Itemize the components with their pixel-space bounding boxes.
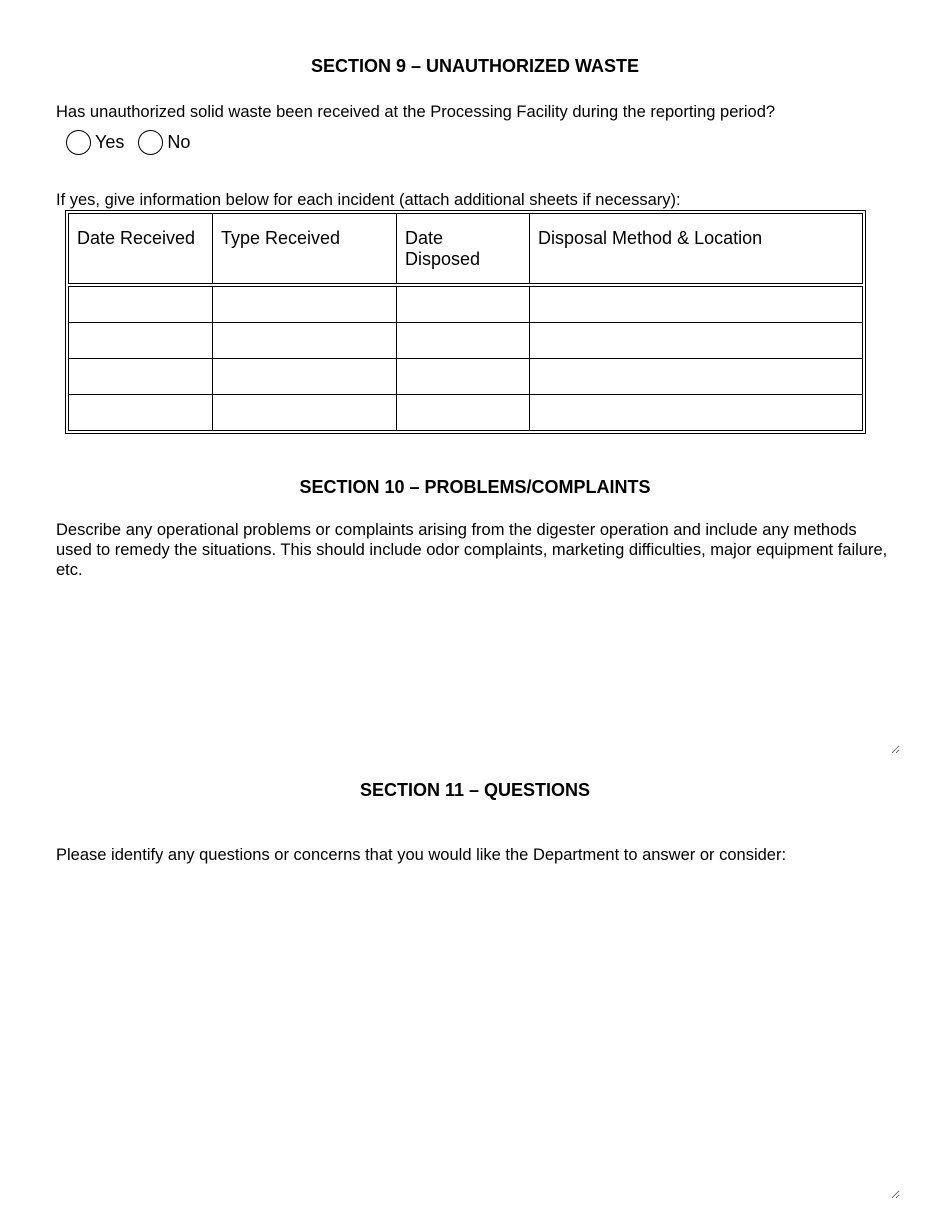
section-9-heading: SECTION 9 – UNAUTHORIZED WASTE (310, 56, 640, 76)
cell-date-disposed[interactable] (397, 323, 530, 359)
cell-disposal-method[interactable] (530, 395, 863, 431)
disposal-method-field[interactable] (531, 288, 861, 321)
incident-table-header-row (69, 214, 863, 286)
cell-type-received[interactable] (213, 323, 397, 359)
radio-option-yes[interactable] (66, 130, 124, 155)
questions-description: Please identify any questions or concerns that you would like the Department to answer or consider: (56, 846, 787, 864)
incident-table (68, 213, 863, 431)
incident-table-frame (65, 210, 866, 434)
unauthorized-waste-question: Has unauthorized solid waste been received at the Processing Facility during the reporting period? (56, 103, 776, 121)
table-row (69, 359, 863, 395)
table-row (69, 395, 863, 431)
date-disposed-field[interactable] (398, 360, 528, 393)
type-received-field[interactable] (214, 360, 395, 393)
cell-date-disposed[interactable] (397, 359, 530, 395)
cell-disposal-method[interactable] (530, 323, 863, 359)
date-received-field[interactable] (70, 324, 211, 357)
date-disposed-field[interactable] (398, 324, 528, 357)
type-received-field[interactable] (214, 396, 395, 429)
section-11-heading: SECTION 11 – QUESTIONS (359, 780, 591, 800)
disposal-method-field[interactable] (531, 396, 861, 429)
radio-no-circle[interactable] (138, 130, 163, 155)
date-received-field[interactable] (70, 288, 211, 321)
cell-disposal-method[interactable] (530, 359, 863, 395)
cell-type-received[interactable] (213, 395, 397, 431)
table-row (69, 323, 863, 359)
radio-no-label: No (167, 132, 191, 152)
table-row (69, 285, 863, 323)
cell-type-received[interactable] (213, 359, 397, 395)
type-received-field[interactable] (214, 324, 395, 357)
cell-date-disposed[interactable] (397, 395, 530, 431)
radio-option-no[interactable] (138, 130, 190, 155)
date-disposed-field[interactable] (398, 396, 528, 429)
type-received-field[interactable] (214, 288, 395, 321)
radio-yes-label: Yes (95, 132, 125, 152)
header-type-received: Type Received (213, 214, 397, 286)
disposal-method-field[interactable] (531, 360, 861, 393)
cell-type-received[interactable] (213, 285, 397, 323)
problems-complaints-description: Describe any operational problems or complaints arising from the digester operation and include any methods used to remedy the situations. This should include odor complaints, marketing difficulties, major equipment failure, etc. (56, 521, 888, 579)
cell-date-received[interactable] (69, 285, 213, 323)
section-10-heading: SECTION 10 – PROBLEMS/COMPLAINTS (299, 477, 651, 497)
date-disposed-field[interactable] (398, 288, 528, 321)
cell-date-received[interactable] (69, 359, 213, 395)
date-received-field[interactable] (70, 360, 211, 393)
disposal-method-field[interactable] (531, 324, 861, 357)
header-date-disposed: Date Disposed (397, 214, 530, 286)
header-date-received: Date Received (69, 214, 213, 286)
radio-yes-circle[interactable] (66, 130, 91, 155)
cell-date-disposed[interactable] (397, 285, 530, 323)
cell-disposal-method[interactable] (530, 285, 863, 323)
incident-instructions: If yes, give information below for each incident (attach additional sheets if necessary): (56, 191, 681, 209)
unauthorized-waste-radio-group (66, 130, 204, 155)
date-received-field[interactable] (70, 396, 211, 429)
questions-answer-area[interactable] (56, 875, 900, 1199)
cell-date-received[interactable] (69, 323, 213, 359)
cell-date-received[interactable] (69, 395, 213, 431)
header-disposal-method: Disposal Method & Location (530, 214, 863, 286)
problems-complaints-answer-area[interactable] (56, 590, 900, 754)
